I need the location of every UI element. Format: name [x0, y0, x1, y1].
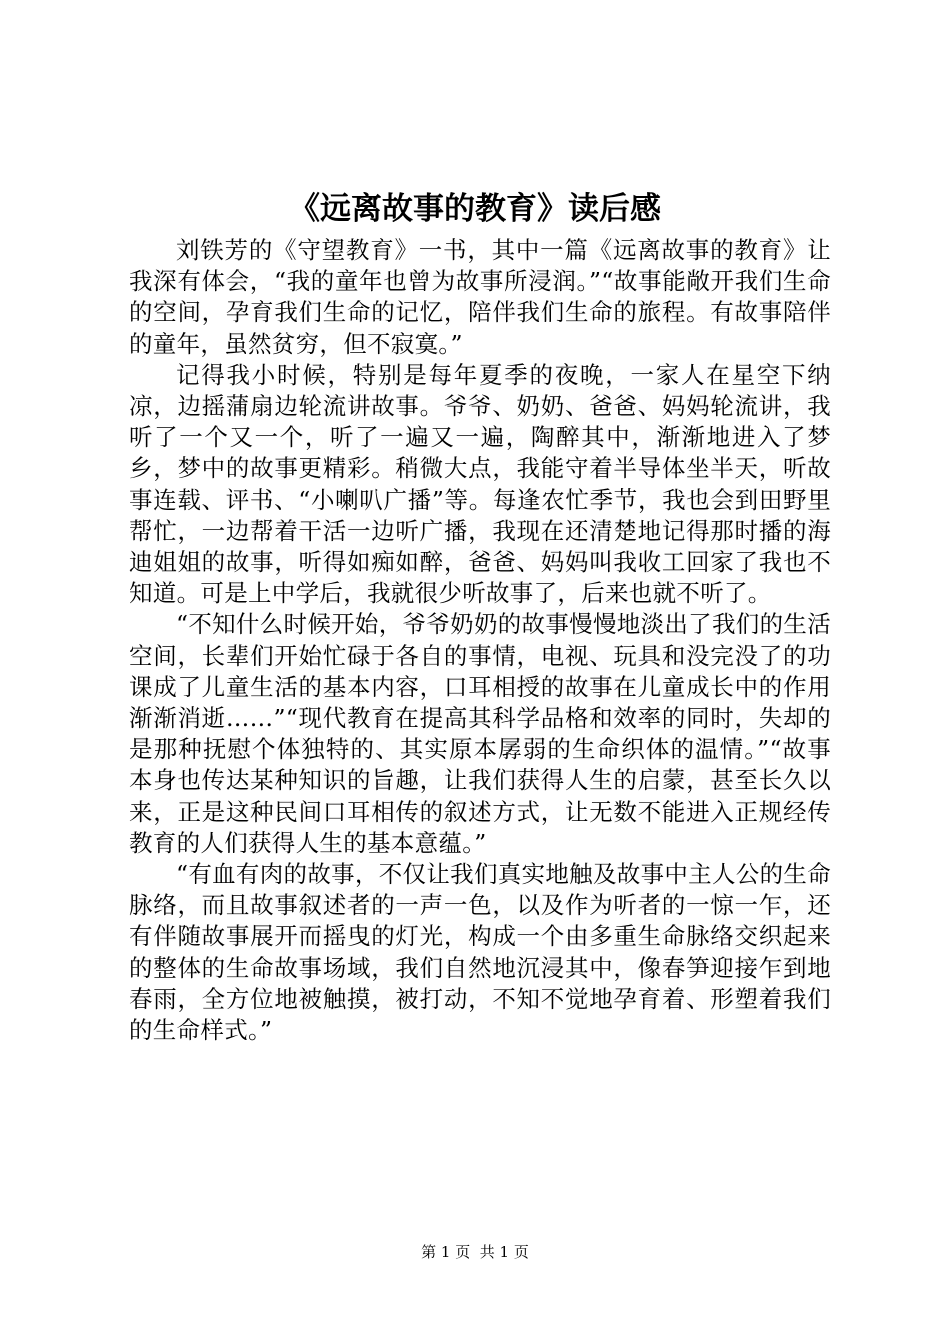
document-body: [129, 235, 831, 1046]
paragraph-1: 刘铁芳的《守望教育》一书，其中一篇《远离故事的教育》让我深有体会，“我的童年也曾为故事所浸润。”“故事能敞开我们生命的空间，孕育我们生命的记忆，陪伴我们生命的旅程。有故事陪伴的童年，虽然贫穷，但不寂寞。”: [129, 236, 831, 358]
paragraph-3: “不知什么时候开始，爷爷奶奶的故事慢慢地淡出了我们的生活空间，长辈们开始忙碌于各自的事情，电视、玩具和没完没了的功课成了儿童生活的基本内容，口耳相授的故事在儿童成长中的作用渐渐消逝……”“现代教育在提高其科学品格和效率的同时，失却的是那种抚慰个体独特的、其实原本孱弱的生命织体的温情。”“故事本身也传达某种知识的旨趣，让我们获得人生的启蒙，甚至长久以来，正是这种民间口耳相传的叙述方式，让无数不能进入正规经传教育的人们获得人生的基本意蕴。”: [129, 610, 831, 857]
paragraph-2: 记得我小时候，特别是每年夏季的夜晚，一家人在星空下纳凉，边摇蒲扇边轮流讲故事。爷爷、奶奶、爸爸、妈妈轮流讲，我听了一个又一个，听了一遍又一遍，陶醉其中，渐渐地进入了梦乡，梦中的故事更精彩。稍微大点，我能守着半导体坐半天，听故事连载、评书、“小喇叭广播”等。每逢农忙季节，我也会到田野里帮忙，一边帮着干活一边听广播，我现在还清楚地记得那时播的海迪姐姐的故事，听得如痴如醉，爸爸、妈妈叫我收工回家了我也不知道。可是上中学后，我就很少听故事了，后来也就不听了。: [129, 360, 831, 608]
paragraph-4: “有血有肉的故事，不仅让我们真实地触及故事中主人公的生命脉络，而且故事叙述者的一声一色，以及作为听者的一惊一乍，还有伴随故事展开而摇曳的灯光，构成一个由多重生命脉络交织起来的整体的生命故事场域，我们自然地沉浸其中，像春笋迎接乍到地春雨，全方位地被触摸，被打动，不知不觉地孕育着、形塑着我们的生命样式。”: [129, 860, 831, 1045]
page-footer: 第 1 页 共 1 页: [421, 1243, 529, 1261]
document-title: 《远离故事的教育》读后感: [289, 191, 661, 227]
